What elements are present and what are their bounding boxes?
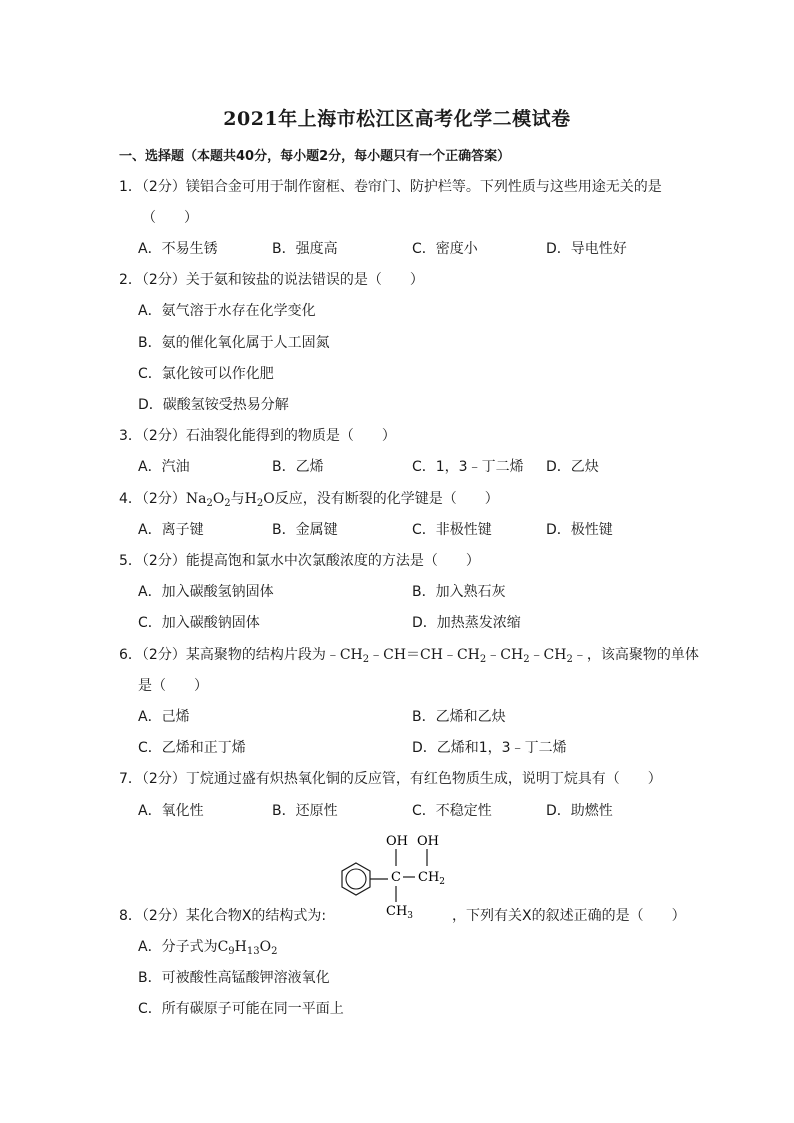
q3-option-a: A．汽油 <box>138 459 190 475</box>
q4-option-b: B．金属键 <box>272 522 338 538</box>
section-heading: 一、选择题（本题共40分，每小题2分，每小题只有一个正确答案） <box>119 149 511 164</box>
q7-option-c: C．不稳定性 <box>412 803 492 819</box>
q4-option-c: C．非极性键 <box>412 522 492 538</box>
q1-option-c: C．密度小 <box>412 241 478 257</box>
q8-option-b: B．可被酸性高锰酸钾溶液氧化 <box>138 970 330 986</box>
question-6-stem-cont: 是（ ） <box>138 678 208 694</box>
q4-number: 4．（2分） <box>119 491 186 507</box>
q5-option-a: A．加入碳酸氢钠固体 <box>138 584 274 600</box>
q5-option-d: D．加热蒸发浓缩 <box>412 615 521 631</box>
page-title: 2021年上海市松江区高考化学二模试卷 <box>223 108 571 130</box>
q4-conjunction: 与 <box>230 491 245 507</box>
formula-c9h13o2: $C_9H_{13}O_2$ <box>217 939 278 957</box>
question-8-stem-tail: ，下列有关X的叙述正确的是（ ） <box>452 908 686 924</box>
q6-option-a: A．己烯 <box>138 709 190 725</box>
q1-option-d: D．导电性好 <box>546 241 627 257</box>
q4-option-a: A．离子键 <box>138 522 204 538</box>
question-6-stem: 6．（2分）某高聚物的结构片段为$﹣CH_2﹣CH=CH﹣CH_2﹣CH_2﹣CH_2﹣$，该高聚物的单体 <box>119 647 699 665</box>
central-carbon-label: C <box>391 870 401 885</box>
q2-option-b: B．氨的催化氧化属于人工固氮 <box>138 335 330 351</box>
q6-option-d: D．乙烯和1，3﹣丁二烯 <box>412 740 567 756</box>
q6-option-c: C．乙烯和正丁烯 <box>138 740 246 756</box>
q2-option-a: A．氨气溶于水存在化学变化 <box>138 303 316 319</box>
q1-option-a: A．不易生锈 <box>138 241 218 257</box>
q7-option-b: B．还原性 <box>272 803 338 819</box>
ch3-label: $CH_3$ <box>386 904 414 921</box>
question-7-stem: 7．（2分）丁烷通过盛有炽热氧化铜的反应管，有红色物质生成，说明丁烷具有（ ） <box>119 771 662 787</box>
formula-na2o2: $Na_2O_2$ <box>185 491 231 509</box>
q3-option-b: B．乙烯 <box>272 459 324 475</box>
q5-option-b: B．加入熟石灰 <box>412 584 506 600</box>
q8-option-c: C．所有碳原子可能在同一平面上 <box>138 1001 344 1017</box>
q7-option-d: D．助燃性 <box>546 803 613 819</box>
q8-option-a: A．分子式为$C_9H_{13}O_2$ <box>138 939 278 957</box>
question-4-stem <box>119 488 499 509</box>
q3-option-d: D．乙炔 <box>546 459 599 475</box>
question-8-stem: 8．（2分）某化合物X的结构式为: <box>119 908 327 924</box>
structural-formula-x <box>330 826 455 921</box>
q6-option-b: B．乙烯和乙炔 <box>412 709 506 725</box>
formula-polymer-fragment: $CH_2﹣CH=CH﹣CH_2﹣CH_2﹣CH_2$ <box>339 647 573 665</box>
oh-label-1: OH <box>386 834 408 849</box>
q3-option-c: C．1，3﹣丁二烯 <box>412 459 524 475</box>
formula-h2o: $H_2O$ <box>244 491 275 509</box>
question-1-stem: 1．（2分）镁铝合金可用于制作窗框、卷帘门、防护栏等。下列性质与这些用途无关的是 <box>119 179 662 195</box>
oh-label-2: OH <box>417 834 439 849</box>
question-2-stem: 2．（2分）关于氨和铵盐的说法错误的是（ ） <box>119 272 424 288</box>
q5-option-c: C．加入碳酸钠固体 <box>138 615 260 631</box>
q4-option-d: D．极性键 <box>546 522 613 538</box>
question-3-stem: 3．（2分）石油裂化能得到的物质是（ ） <box>119 428 396 444</box>
q7-option-a: A．氧化性 <box>138 803 204 819</box>
ch2-label: $CH_2$ <box>418 870 446 887</box>
q2-option-c: C．氯化铵可以作化肥 <box>138 366 274 382</box>
q2-option-d: D．碳酸氢铵受热易分解 <box>138 397 289 413</box>
q1-option-b: B．强度高 <box>272 241 338 257</box>
q4-stem-tail: 反应，没有断裂的化学键是（ ） <box>274 491 499 507</box>
question-1-stem-cont: （ ） <box>142 210 198 226</box>
question-5-stem: 5．（2分）能提高饱和氯水中次氯酸浓度的方法是（ ） <box>119 553 480 569</box>
